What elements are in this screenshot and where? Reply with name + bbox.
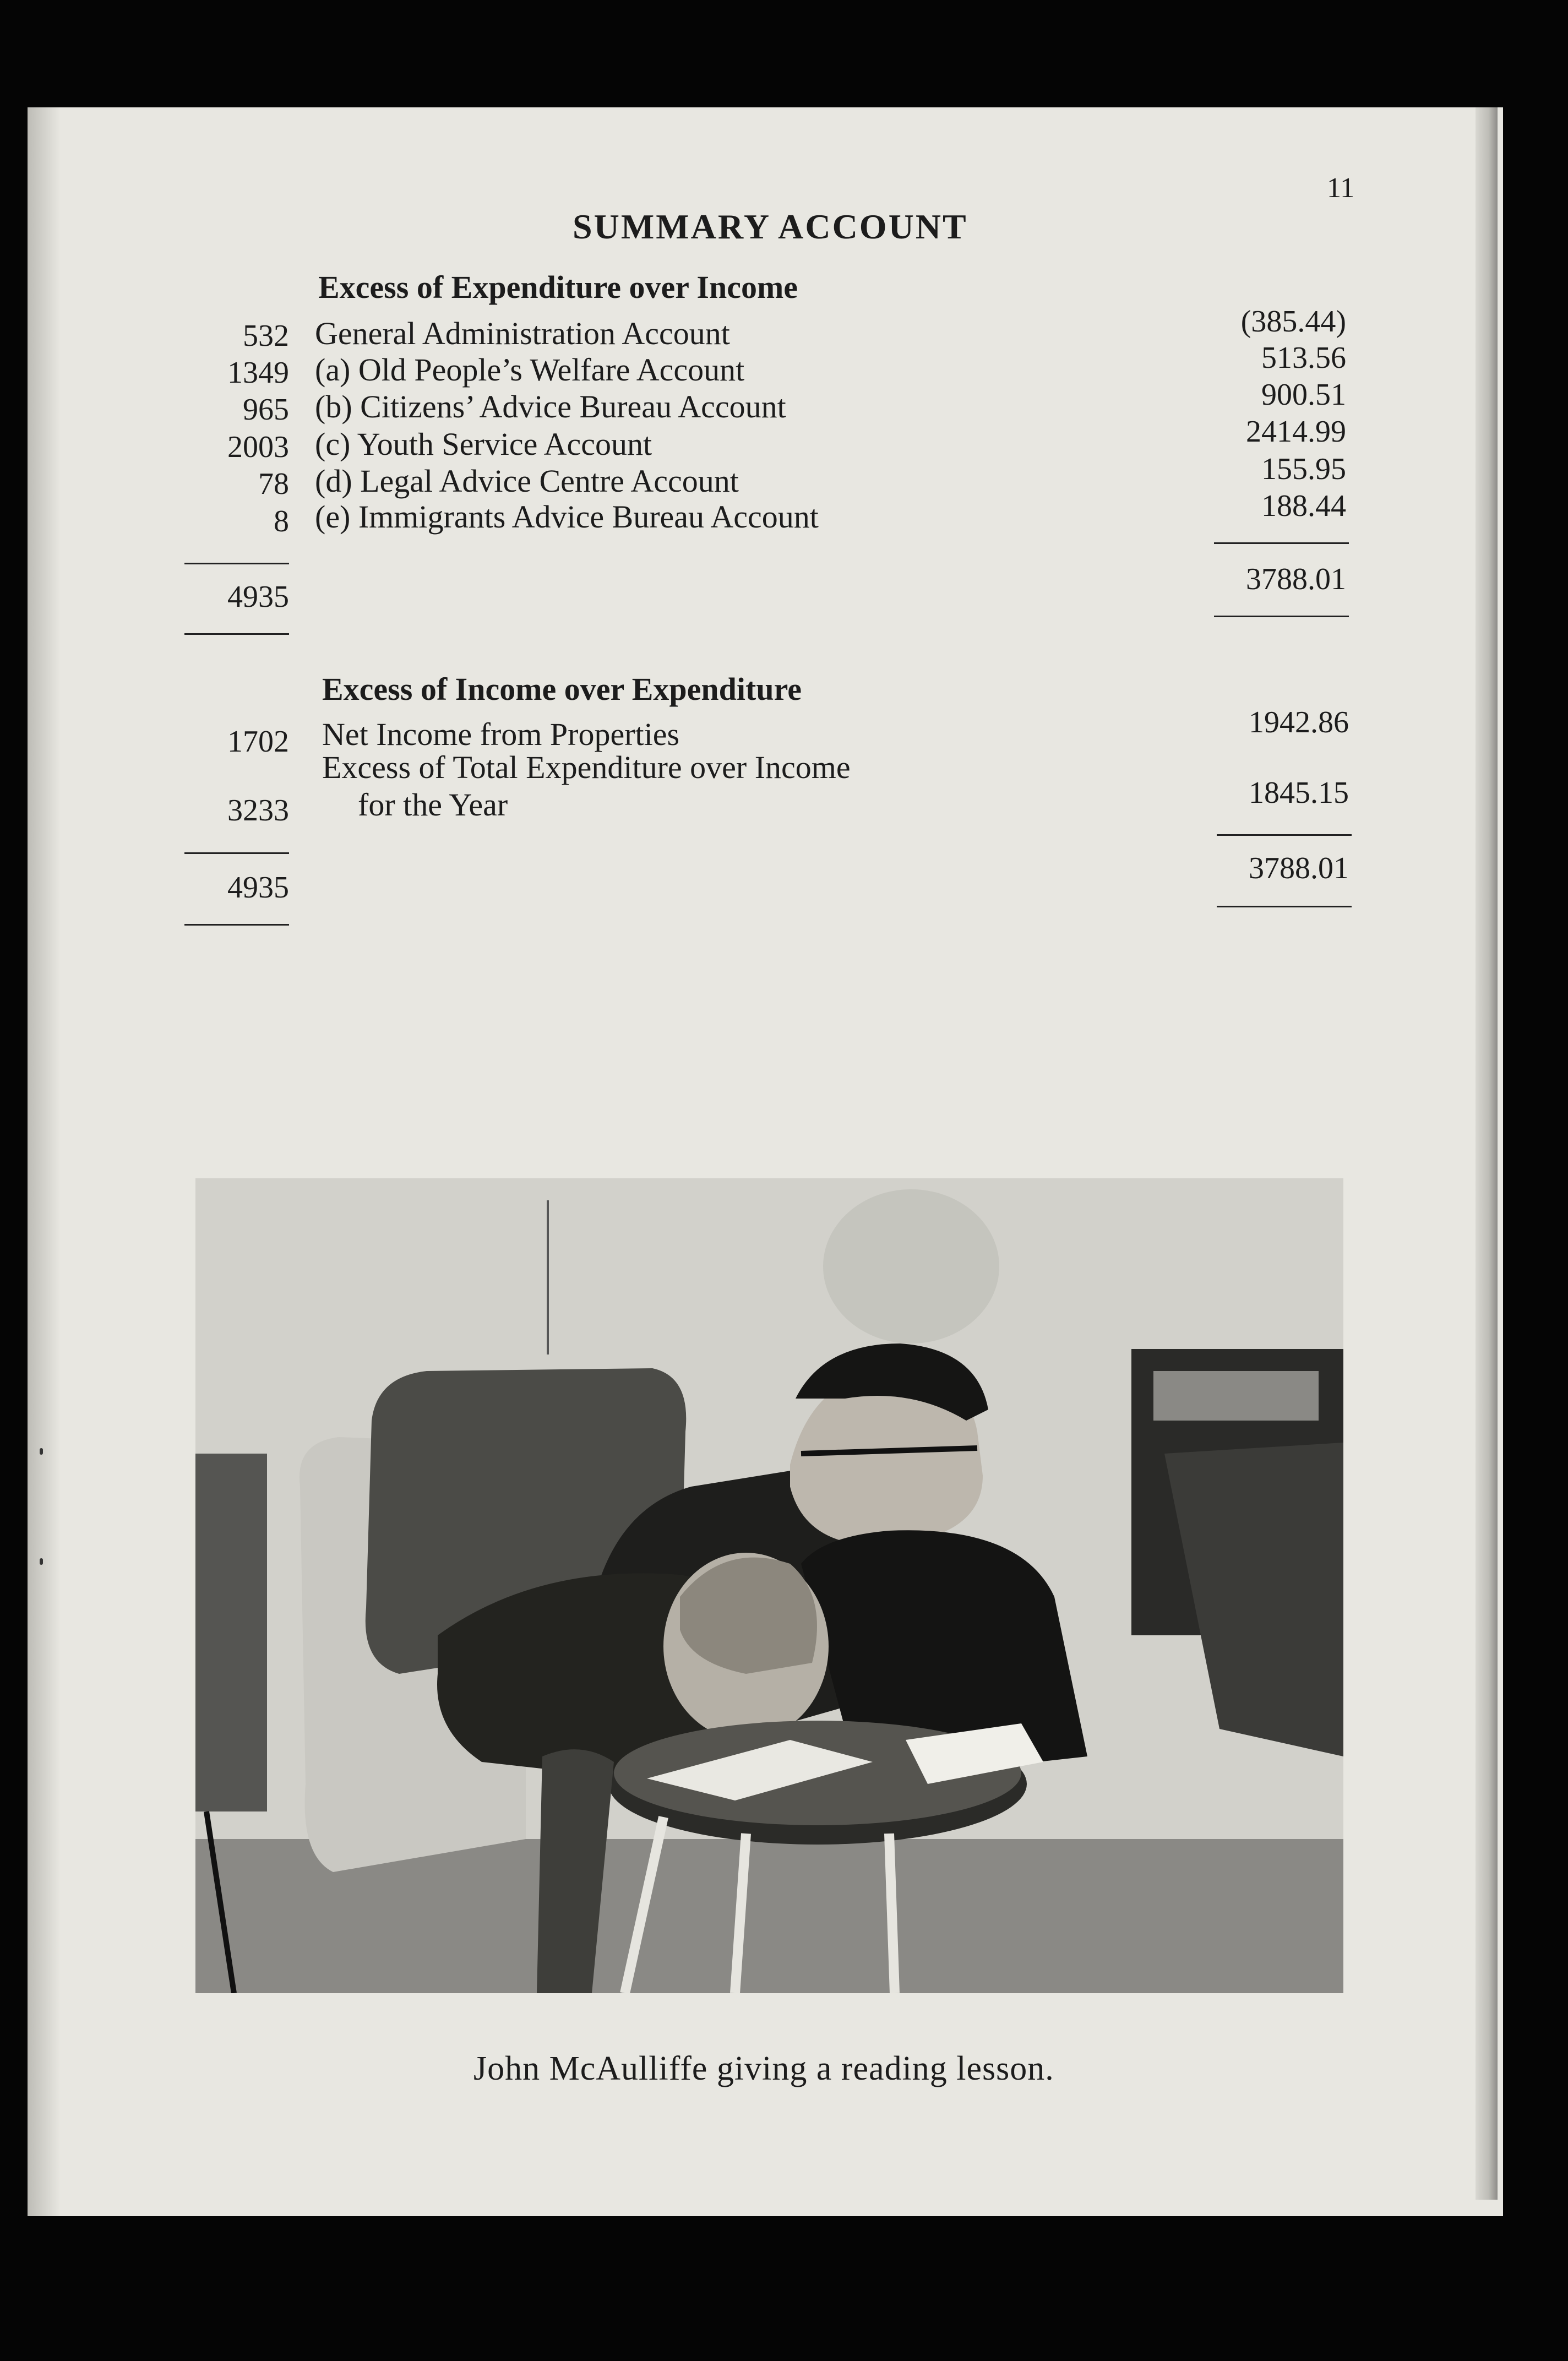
prev-year-value: 1349 [227,356,289,390]
subtotal-rule [184,852,289,854]
account-amount: 900.51 [1261,378,1346,412]
total-rule [1217,906,1352,907]
prev-year-total: 4935 [227,580,289,614]
page-mark [40,1558,43,1565]
account-label: General Administration Account [315,315,730,351]
page-gutter-shadow [28,107,61,2216]
income-heading: Excess of Income over Expenditure [322,671,802,707]
photo-caption: John McAulliffe giving a reading lesson. [473,2050,1054,2087]
account-label: Net Income from Properties [322,716,680,752]
page-title: SUMMARY ACCOUNT [573,207,968,246]
account-amount: 513.56 [1261,341,1346,375]
account-amount: 1845.15 [1249,776,1349,810]
account-label-continuation: for the Year [358,787,508,823]
total-rule [1214,616,1349,617]
prev-year-value: 8 [274,504,289,538]
page-mark [40,1448,43,1455]
account-amount: 1942.86 [1249,705,1349,739]
expenditure-heading: Excess of Expenditure over Income [318,269,798,305]
account-label: (b) Citizens’ Advice Bureau Account [315,389,786,425]
prev-year-value: 532 [243,319,289,353]
account-label: (e) Immigrants Advice Bureau Account [315,499,819,535]
total-amount: 3788.01 [1246,562,1346,596]
account-amount: 2414.99 [1246,415,1346,449]
prev-year-value: 965 [243,393,289,427]
total-rule [184,633,289,635]
account-amount: 155.95 [1261,452,1346,486]
total-amount: 3788.01 [1249,851,1349,885]
subtotal-rule [184,563,289,564]
prev-year-value: 1702 [227,725,289,759]
total-rule [184,924,289,926]
subtotal-rule [1214,542,1349,544]
account-amount: 188.44 [1261,489,1346,523]
subtotal-rule [1217,834,1352,836]
prev-year-value: 3233 [227,793,289,828]
account-label: Excess of Total Expenditure over Income [322,749,851,785]
account-label: (d) Legal Advice Centre Account [315,463,739,499]
prev-year-total: 4935 [227,871,289,905]
prev-year-value: 2003 [227,430,289,464]
account-label: (a) Old People’s Welfare Account [315,352,745,388]
reading-lesson-photo [195,1178,1343,1993]
account-label: (c) Youth Service Account [315,426,652,462]
account-amount: (385.44) [1240,304,1346,339]
page-edge [1476,107,1498,2200]
prev-year-value: 78 [258,467,289,501]
page-number: 11 [1327,172,1355,204]
